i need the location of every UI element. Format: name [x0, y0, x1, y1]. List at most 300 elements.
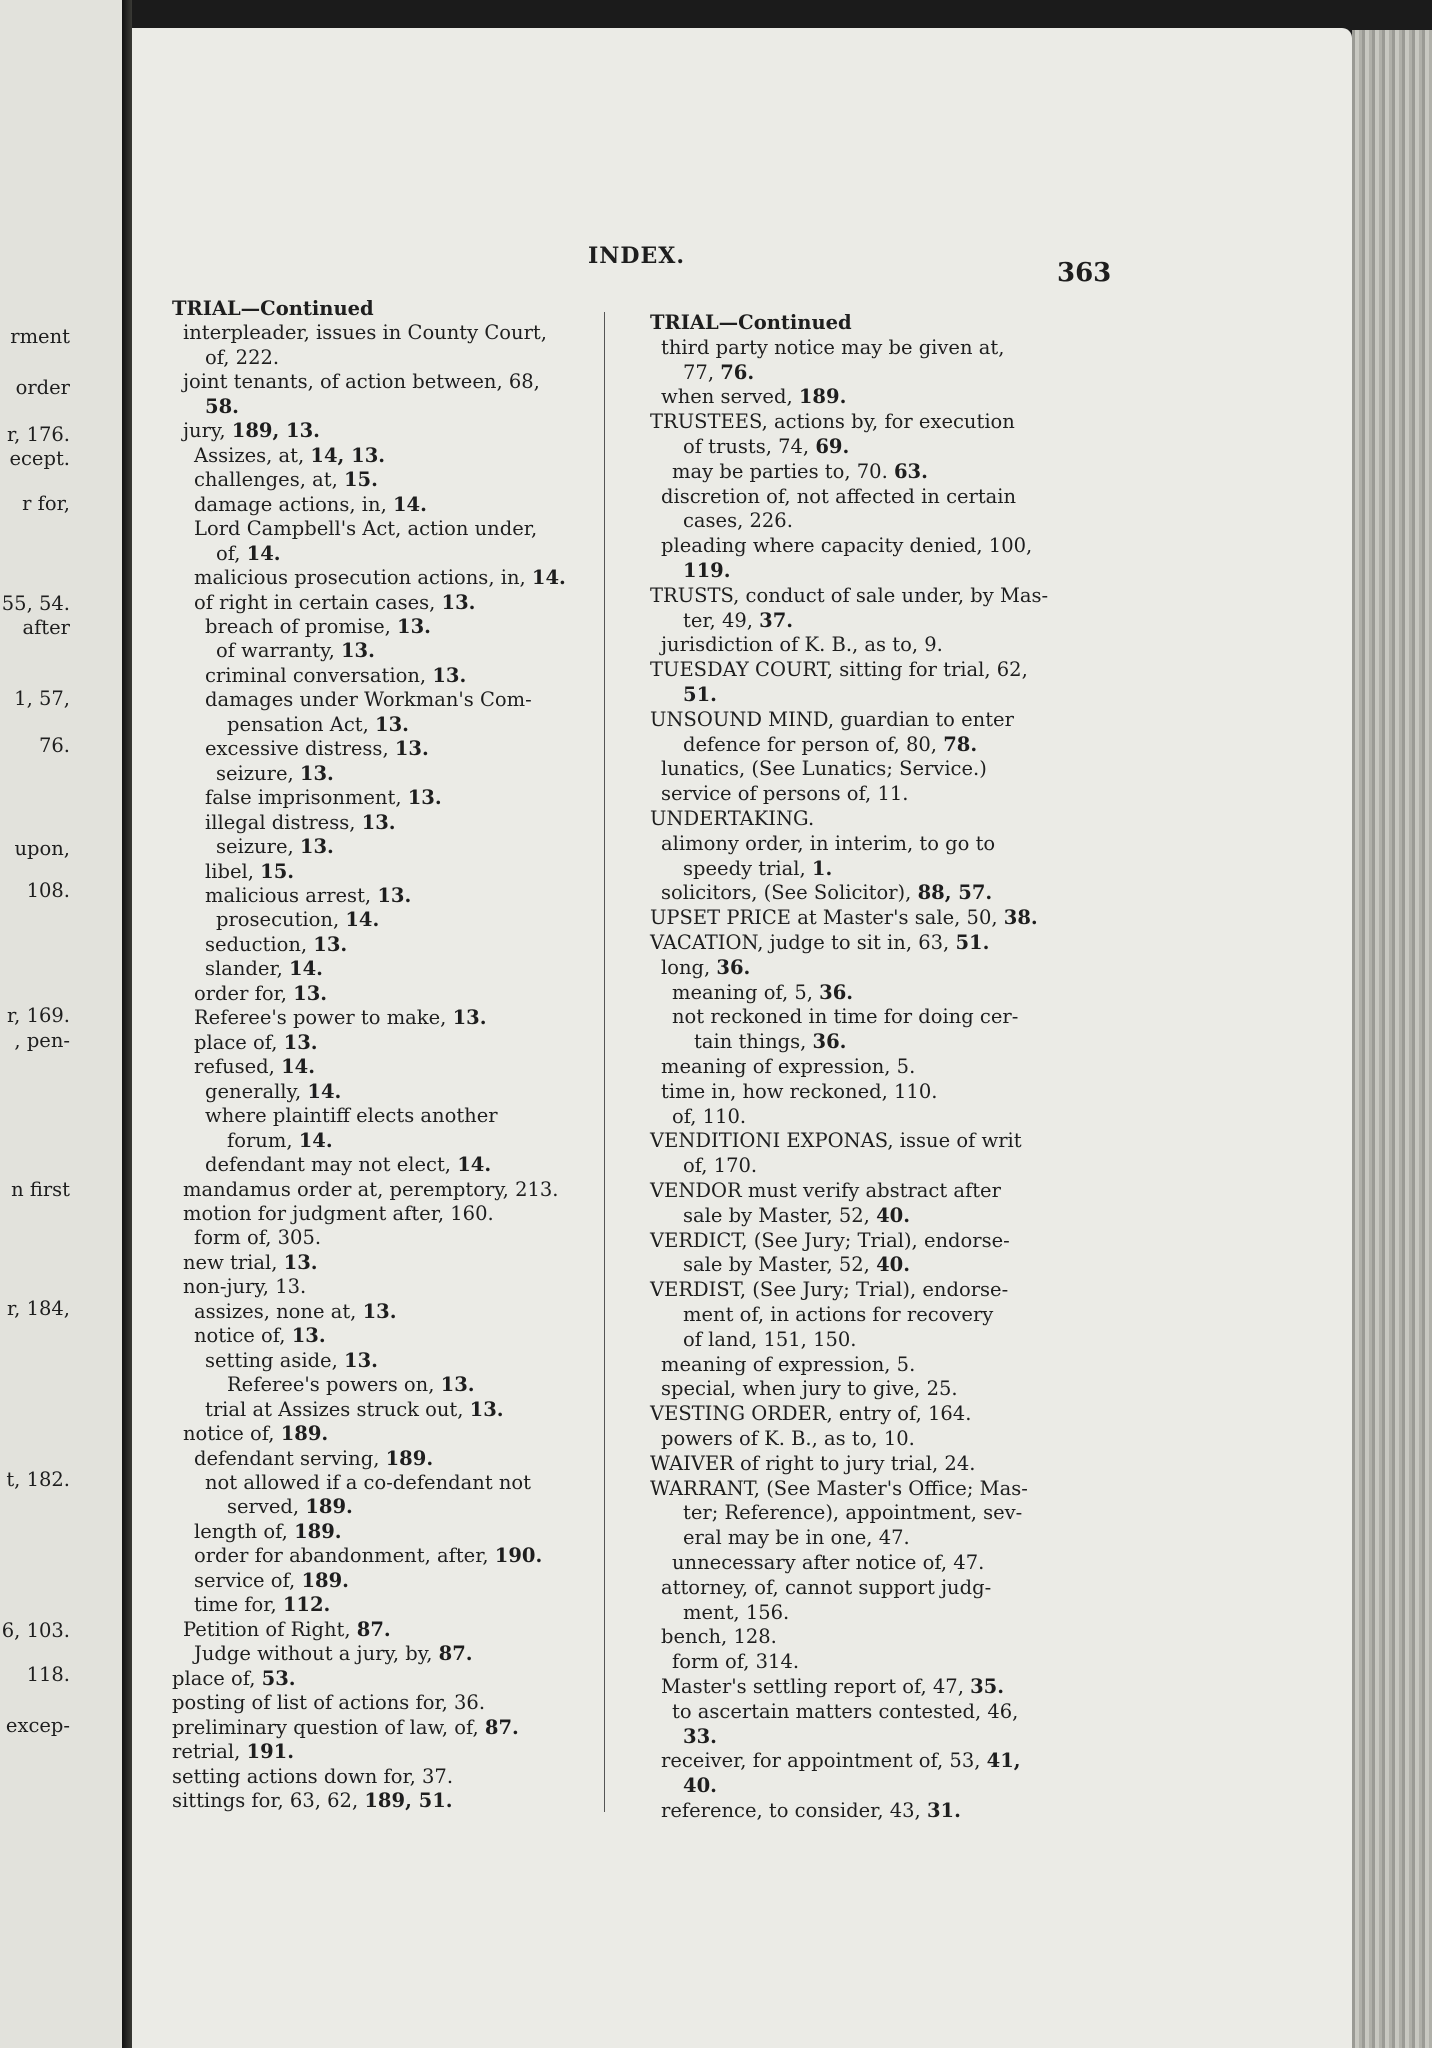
index-ref-bold: 13. — [452, 1006, 487, 1029]
index-text: of, 110. — [672, 1105, 747, 1128]
index-text: long, — [661, 956, 717, 979]
index-text: cases, 226. — [683, 509, 793, 532]
index-line — [183, 1252, 318, 1274]
index-text: slander, — [205, 957, 290, 980]
index-text: tain things, — [694, 1030, 813, 1053]
index-ref-bold: 40. — [876, 1253, 911, 1276]
index-ref-bold: 13. — [375, 713, 409, 736]
index-ref-bold: 87. — [438, 1642, 473, 1665]
index-text: service of, — [194, 1569, 302, 1592]
index-text: of right in certain cases, — [194, 591, 442, 614]
index-ref-bold: 13. — [397, 615, 431, 638]
index-line — [183, 1619, 391, 1641]
index-line — [205, 934, 347, 956]
index-text: time for, — [194, 1593, 283, 1616]
index-text: VERDICT, (See Jury; Trial), endorse- — [650, 1229, 1010, 1252]
index-line — [194, 1301, 397, 1323]
index-line — [194, 1448, 433, 1470]
index-text: 77, — [683, 361, 721, 384]
index-line — [683, 560, 731, 582]
index-text: Judge without a jury, by, — [194, 1642, 439, 1665]
index-ref-bold: 189. — [798, 385, 847, 408]
index-line — [661, 1626, 777, 1648]
index-line — [661, 1676, 1004, 1698]
index-ref-bold: 78. — [943, 733, 978, 756]
index-line — [183, 1423, 328, 1445]
index-ref-bold: 13. — [344, 1349, 378, 1372]
index-text: TUESDAY COURT, sitting for trial, 62, — [650, 658, 1028, 681]
index-ref-bold: 13. — [362, 1300, 397, 1323]
index-line — [683, 1527, 910, 1549]
index-line — [661, 486, 1016, 508]
index-line — [661, 1800, 961, 1822]
index-line — [661, 783, 908, 805]
index-line — [683, 684, 717, 706]
index-text: malicious arrest, — [205, 884, 378, 907]
index-line — [205, 1350, 378, 1372]
index-text: order for, — [194, 982, 294, 1005]
index-text: unnecessary after notice of, 47. — [672, 1551, 985, 1574]
facing-page-fragment: 118. — [26, 1663, 70, 1686]
index-line — [650, 1180, 1001, 1202]
index-line — [672, 1106, 746, 1128]
index-ref-bold: 13. — [361, 811, 396, 834]
index-line — [650, 1230, 1010, 1252]
index-line — [205, 396, 239, 418]
index-text: may be parties to, 70. — [672, 460, 894, 483]
index-text: speedy trial, — [683, 857, 812, 880]
index-ref-bold: 14. — [246, 542, 281, 565]
index-ref-bold: 87. — [356, 1618, 391, 1641]
index-text: VACATION, judge to sit in, 63, — [650, 931, 956, 954]
index-text: posting of list of actions for, 36. — [172, 1691, 486, 1714]
index-line — [661, 1081, 937, 1103]
index-line — [650, 659, 1028, 681]
index-text: interpleader, issues in County Court, — [183, 321, 547, 344]
index-text: damages under Workman's Com- — [205, 688, 532, 711]
index-line — [216, 836, 334, 858]
facing-page-fragment: , pen- — [14, 1029, 70, 1052]
index-line — [194, 494, 427, 516]
index-ref-bold: 33. — [683, 1725, 717, 1748]
index-text: Master's settling report of, 47, — [661, 1675, 971, 1698]
index-ref-bold: 189. — [294, 1520, 342, 1543]
index-ref-bold: 13. — [340, 639, 375, 662]
index-text: of, 222. — [205, 346, 280, 369]
facing-page-fragment: t, 182. — [6, 1468, 70, 1491]
index-ref-bold: 13. — [377, 884, 412, 907]
index-line — [216, 909, 379, 931]
index-text: TRUSTEES, actions by, for execution — [650, 410, 1015, 433]
index-line — [205, 347, 279, 369]
facing-page-fragment: 1, 57, — [14, 687, 70, 710]
index-line — [672, 1552, 984, 1574]
facing-page-fragment: excep- — [5, 1714, 70, 1737]
index-text: order for abandonment, after, — [194, 1544, 495, 1567]
index-line — [650, 1279, 1008, 1301]
index-text: receiver, for appointment of, 53, — [661, 1749, 987, 1772]
index-ref-bold: 14. — [531, 566, 566, 589]
index-line — [672, 461, 928, 483]
index-ref-bold: 14. — [307, 1080, 342, 1103]
index-ref-bold: 88, 57. — [917, 881, 993, 904]
index-text: Assizes, at, — [194, 444, 311, 467]
index-ref-bold: 119. — [683, 559, 731, 582]
facing-page-fragment: 6, 103. — [1, 1619, 70, 1642]
index-ref-bold: 15. — [260, 860, 295, 883]
index-ref-bold: 51. — [683, 683, 717, 706]
facing-page-fragment: rment — [10, 325, 70, 348]
index-text: ter, 49, — [683, 609, 760, 632]
index-text: VERDIST, (See Jury; Trial), endorse- — [650, 1278, 1009, 1301]
index-ref-bold: 13. — [299, 835, 334, 858]
index-text: of trusts, 74, — [683, 435, 816, 458]
index-text: powers of K. B., as to, 10. — [661, 1427, 915, 1450]
index-ref-bold: 35. — [970, 1675, 1005, 1698]
index-text: not reckoned in time for doing cer- — [672, 1005, 1019, 1028]
index-text: challenges, at, — [194, 468, 344, 491]
index-line — [194, 1032, 318, 1054]
index-text: served, — [227, 1495, 306, 1518]
index-line — [694, 1031, 846, 1053]
facing-page-fragment: ecept. — [9, 447, 70, 470]
index-line — [205, 1105, 498, 1127]
index-line — [194, 1545, 542, 1567]
index-text: jury, — [183, 419, 232, 442]
index-text: notice of, — [194, 1324, 292, 1347]
index-line — [216, 763, 334, 785]
index-line — [205, 738, 429, 760]
index-line — [205, 861, 294, 883]
index-ref-bold: 63. — [893, 460, 928, 483]
book-gutter — [122, 0, 132, 2048]
index-line — [205, 1399, 504, 1421]
index-line — [661, 1577, 991, 1599]
index-text: trial at Assizes struck out, — [205, 1398, 470, 1421]
index-line — [661, 1056, 915, 1078]
facing-page-fragment: after — [22, 616, 70, 639]
index-line — [183, 1203, 494, 1225]
index-text: place of, — [172, 1667, 262, 1690]
index-line — [216, 543, 281, 565]
index-text: damage actions, in, — [194, 493, 393, 516]
index-ref-bold: 31. — [926, 1799, 961, 1822]
index-ref-bold: 13. — [299, 762, 334, 785]
index-text: motion for judgment after, 160. — [183, 1202, 494, 1225]
index-text: seizure, — [216, 835, 300, 858]
index-text: meaning of expression, 5. — [661, 1353, 916, 1376]
index-line — [650, 411, 1015, 433]
index-ref-bold: 189, 51. — [364, 1789, 453, 1812]
index-line — [194, 1643, 473, 1665]
index-ref-bold: 69. — [815, 435, 850, 458]
index-line — [194, 518, 537, 540]
index-ref-bold: 38. — [1003, 906, 1038, 929]
index-text: jurisdiction of K. B., as to, 9. — [661, 633, 943, 656]
index-text: meaning of expression, 5. — [661, 1055, 916, 1078]
index-line — [172, 1741, 294, 1763]
index-text: of, — [216, 542, 247, 565]
index-line — [172, 1790, 453, 1812]
index-line — [683, 858, 832, 880]
index-text: WAIVER of right to jury trial, 24. — [650, 1452, 976, 1475]
index-ref-bold: 1. — [811, 857, 833, 880]
index-text: preliminary question of law, of, — [172, 1716, 485, 1739]
index-ref-bold: TRIAL—Continued — [650, 311, 852, 334]
index-ref-bold: 189. — [301, 1569, 349, 1592]
index-line — [194, 1227, 321, 1249]
index-line — [661, 535, 1032, 557]
index-line — [683, 1304, 993, 1326]
index-line — [650, 1478, 1028, 1500]
index-ref-bold: 14. — [457, 1153, 492, 1176]
index-text: of warranty, — [216, 639, 341, 662]
index-text: pensation Act, — [227, 713, 376, 736]
index-text: forum, — [227, 1129, 299, 1152]
index-ref-bold: 190. — [494, 1544, 543, 1567]
facing-page-fragment: r, 184, — [7, 1297, 70, 1320]
index-text: eral may be in one, 47. — [683, 1526, 910, 1549]
index-line — [683, 1155, 757, 1177]
index-ref-bold: 13. — [432, 664, 467, 687]
index-ref-bold: 37. — [759, 609, 794, 632]
index-line — [650, 808, 814, 830]
index-text: UNDERTAKING. — [650, 807, 815, 830]
index-ref-bold: 14, 13. — [310, 444, 386, 467]
index-text: Lord Campbell's Act, action under, — [194, 517, 538, 540]
index-text: setting actions down for, 37. — [172, 1765, 454, 1788]
index-text: setting aside, — [205, 1349, 344, 1372]
index-line — [672, 1651, 799, 1673]
index-line — [661, 337, 1004, 359]
index-text: WARRANT, (See Master's Office; Mas- — [650, 1477, 1028, 1500]
index-line — [172, 1766, 453, 1788]
index-line — [683, 1254, 910, 1276]
index-line — [683, 1726, 717, 1748]
index-text: non-jury, 13. — [183, 1275, 307, 1298]
index-line — [205, 812, 396, 834]
index-line — [183, 1276, 306, 1298]
index-text: lunatics, (See Lunatics; Service.) — [661, 757, 987, 780]
index-line — [683, 734, 977, 756]
index-ref-bold: 13. — [291, 1324, 326, 1347]
index-line — [183, 371, 540, 393]
index-text: seizure, — [216, 762, 300, 785]
index-text: UNSOUND MIND, guardian to enter — [650, 708, 1014, 731]
index-text: defendant may not elect, — [205, 1153, 458, 1176]
index-line — [683, 610, 793, 632]
index-text: criminal conversation, — [205, 664, 433, 687]
index-text: VENDITIONI EXPONAS, issue of writ — [650, 1129, 1022, 1152]
facing-page-fragment: r, 169. — [7, 1004, 70, 1027]
index-line — [194, 1570, 349, 1592]
index-text: generally, — [205, 1080, 308, 1103]
index-text: refused, — [194, 1055, 282, 1078]
index-text: when served, — [661, 385, 799, 408]
index-ref-bold: 51. — [955, 931, 990, 954]
index-line — [650, 1403, 971, 1425]
index-line — [205, 1154, 491, 1176]
index-line — [661, 1378, 958, 1400]
index-text: libel, — [205, 860, 261, 883]
index-line — [172, 1717, 519, 1739]
index-line — [183, 322, 547, 344]
index-text: excessive distress, — [205, 737, 395, 760]
index-line — [650, 312, 852, 334]
index-text: attorney, of, cannot support judg- — [661, 1576, 992, 1599]
index-text: Referee's power to make, — [194, 1006, 453, 1029]
index-line — [205, 1081, 341, 1103]
index-text: ment of, in actions for recovery — [683, 1303, 994, 1326]
index-line — [194, 1007, 487, 1029]
index-line — [650, 907, 1038, 929]
page-title: INDEX. — [588, 243, 685, 269]
index-line — [683, 1775, 717, 1797]
index-text: special, when jury to give, 25. — [661, 1377, 958, 1400]
index-line — [661, 1354, 915, 1376]
index-ref-bold: 40. — [876, 1204, 911, 1227]
index-line — [194, 1056, 315, 1078]
index-line — [672, 1006, 1018, 1028]
index-text: breach of promise, — [205, 615, 398, 638]
index-line — [172, 1668, 296, 1690]
index-ref-bold: 41, — [986, 1749, 1021, 1772]
index-line — [683, 1502, 1022, 1524]
index-ref-bold: 36. — [812, 1030, 847, 1053]
index-line — [661, 1750, 1021, 1772]
index-text: prosecution, — [216, 908, 346, 931]
column-divider — [604, 312, 605, 1812]
index-text: meaning of, 5, — [672, 981, 820, 1004]
index-line — [194, 983, 327, 1005]
page-number: 363 — [1057, 258, 1112, 288]
index-line — [661, 758, 987, 780]
index-ref-bold: 13. — [407, 786, 442, 809]
index-line — [194, 567, 566, 589]
index-line — [205, 689, 532, 711]
index-line — [194, 1594, 330, 1616]
index-text: mandamus order at, peremptory, 213. — [183, 1178, 559, 1201]
index-line — [661, 1428, 915, 1450]
index-line — [672, 1701, 1018, 1723]
index-text: ment, 156. — [683, 1601, 790, 1624]
index-text: joint tenants, of action between, 68, — [183, 370, 540, 393]
index-text: of land, 151, 150. — [683, 1328, 857, 1351]
index-line — [650, 1453, 975, 1475]
index-ref-bold: 13. — [283, 1031, 318, 1054]
index-ref-bold: 36. — [716, 956, 751, 979]
index-text: VENDOR must verify abstract after — [650, 1179, 1001, 1202]
index-ref-bold: 13. — [469, 1398, 504, 1421]
index-line — [227, 1496, 353, 1518]
index-text: assizes, none at, — [194, 1300, 363, 1323]
index-ref-bold: 13. — [283, 1251, 318, 1274]
index-line — [683, 1205, 910, 1227]
index-ref-bold: 40. — [683, 1774, 717, 1797]
index-line — [672, 982, 853, 1004]
facing-page-fragment: r, 176. — [7, 423, 70, 446]
index-text: reference, to consider, 43, — [661, 1799, 927, 1822]
index-text: not allowed if a co-defendant not — [205, 1471, 531, 1494]
index-line — [661, 833, 995, 855]
index-text: UPSET PRICE at Master's sale, 50, — [650, 906, 1004, 929]
index-ref-bold: 14. — [392, 493, 427, 516]
index-text: discretion of, not affected in certain — [661, 485, 1017, 508]
index-ref-bold: 76. — [720, 361, 755, 384]
index-text: bench, 128. — [661, 1625, 777, 1648]
index-text: to ascertain matters contested, 46, — [672, 1700, 1019, 1723]
index-ref-bold: 13. — [441, 591, 476, 614]
index-line — [683, 1602, 789, 1624]
index-text: false imprisonment, — [205, 786, 408, 809]
index-ref-bold: 13. — [440, 1373, 475, 1396]
index-text: time in, how reckoned, 110. — [661, 1080, 938, 1103]
index-line — [205, 885, 411, 907]
index-ref-bold: 14. — [281, 1055, 316, 1078]
index-text: defence for person of, 80, — [683, 733, 944, 756]
index-ref-bold: 53. — [261, 1667, 296, 1690]
index-text: where plaintiff elects another — [205, 1104, 498, 1127]
index-ref-bold: 13. — [313, 933, 348, 956]
index-text: Petition of Right, — [183, 1618, 357, 1641]
index-text: notice of, — [183, 1422, 281, 1445]
index-ref-bold: 112. — [282, 1593, 331, 1616]
index-line — [183, 420, 320, 442]
index-line — [205, 787, 442, 809]
index-text: form of, 305. — [194, 1226, 322, 1249]
index-line — [650, 709, 1014, 731]
index-text: place of, — [194, 1031, 284, 1054]
facing-page-fragment: 108. — [26, 879, 70, 902]
index-text: illegal distress, — [205, 811, 362, 834]
page-edges — [1352, 30, 1432, 2048]
index-line — [194, 469, 378, 491]
index-text: sale by Master, 52, — [683, 1253, 877, 1276]
index-line — [194, 445, 385, 467]
index-line — [194, 1325, 326, 1347]
index-text: length of, — [194, 1520, 295, 1543]
index-ref-bold: 189. — [280, 1422, 329, 1445]
index-ref-bold: TRIAL—Continued — [172, 297, 374, 320]
index-line — [205, 616, 431, 638]
facing-page-fragment: 76. — [38, 734, 70, 757]
index-text: defendant serving, — [194, 1447, 386, 1470]
index-ref-bold: 36. — [819, 981, 854, 1004]
index-line — [683, 510, 793, 532]
index-line — [216, 640, 375, 662]
index-text: of, 170. — [683, 1154, 758, 1177]
index-text: retrial, — [172, 1740, 247, 1763]
index-line — [194, 1521, 342, 1543]
index-line — [227, 1374, 475, 1396]
index-ref-bold: 13. — [394, 737, 429, 760]
index-line — [650, 932, 989, 954]
index-text: TRUSTS, conduct of sale under, by Mas- — [650, 584, 1049, 607]
index-text: malicious prosecution actions, in, — [194, 566, 532, 589]
index-line — [183, 1179, 559, 1201]
index-line — [194, 592, 475, 614]
index-text: sale by Master, 52, — [683, 1204, 877, 1227]
index-text: solicitors, (See Solicitor), — [661, 881, 918, 904]
index-text: sittings for, 63, 62, — [172, 1789, 365, 1812]
index-text: new trial, — [183, 1251, 284, 1274]
index-ref-bold: 14. — [345, 908, 380, 931]
index-line — [683, 1329, 857, 1351]
index-line — [661, 634, 943, 656]
index-ref-bold: 58. — [205, 395, 239, 418]
index-line — [683, 362, 754, 384]
index-line — [661, 386, 846, 408]
